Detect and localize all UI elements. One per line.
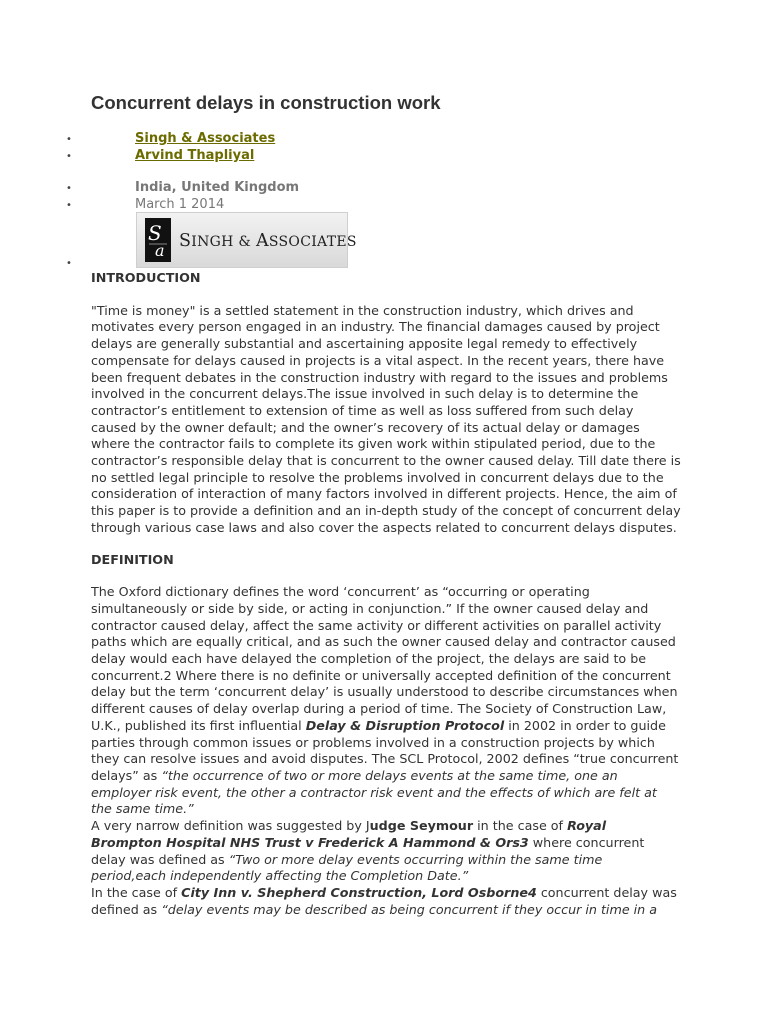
definition-paragraph-1: The Oxford dictionary defines the word ‘concurrent’ as “occurring or operating simultaneously or side by side, or acting in conjunction.” If the owner caused delay and contractor caused delay, affect the same activity or different activities on parallel activity paths which are equally critical, and as such the owner caused delay and contractor caused delay would each have delayed the completion of the project, the delays are said to be concurrent.2 Where there is no definite or universally accepted definition of the concurrent delay but the term ‘concurrent delay’ is usually understood to describe circumstances when different causes of delay overlap during a period of time. The Society of Construction Law, U.K., published its first influential Delay & Disruption Protocol in 2002 in order to guide parties through common issues or problems involved in a construction projects by which they can resolve issues and avoid disputes. The SCL Protocol, 2002 defines “true concurrent delays” as “the occurrence of two or more delays events at the same time, one an employer risk event, the other a contractor risk event and the effects of which are felt at the same time.” — [91, 584, 679, 817]
bullet — [66, 137, 72, 143]
svg-text:a: a — [155, 241, 165, 260]
page-title: Concurrent delays in construction work — [91, 92, 441, 113]
firm-logo — [136, 212, 357, 268]
bullet — [66, 261, 72, 267]
jurisdictions: India, United Kingdom — [135, 180, 300, 195]
bullet — [66, 154, 72, 160]
article-body — [91, 270, 681, 918]
bullet — [66, 203, 72, 209]
author-link-arvind-thapliyal[interactable]: Arvind Thapliyal — [135, 148, 255, 163]
section-heading-definition: DEFINITION — [91, 551, 174, 567]
firm-emblem-icon — [145, 218, 171, 262]
bullet — [66, 186, 72, 192]
definition-paragraph-3: In the case of City Inn v. Shepherd Construction, Lord Osborne4 concurrent delay was defined as “delay events may be described as being concurrent if they occur in time in a — [91, 884, 677, 917]
intro-paragraph: "Time is money" is a settled statement in the construction industry, which drives and motivates every person engaged in an industry. The financial damages caused by project delays are generally substantial and ascertaining apposite legal remedy to effectively compensate for delays caused in projects is a vital aspect. In the recent years, there have been frequent debates in the construction industry with regard to the issues and problems involved in the concurrent delays.The issue involved in such delay is to determine the contractor’s entitlement to extension of time as well as loss suffered from such delay caused by the owner default; and the owner’s recovery of its actual delay or damages where the contractor fails to complete its given work within stipulated period, due to the contractor’s responsible delay that is concurrent to the owner caused delay. Till date there is no settled legal principle to resolve the problems involved in concurrent delays due to the consideration of interaction of many factors involved in different projects. Hence, the aim of this paper is to provide a definition and an in-depth study of the concept of concurrent delay through various case laws and also cover the aspects related to concurrent delays disputes. — [91, 302, 681, 535]
logo-wordmark: SINGH & ASSOCIATES — [179, 231, 357, 251]
section-heading-introduction: INTRODUCTION — [91, 270, 201, 285]
author-link-singh-associates[interactable]: Singh & Associates — [135, 131, 276, 146]
svg-text:S: S — [148, 221, 162, 245]
definition-paragraph-2: A very narrow definition was suggested by Judge Seymour in the case of Royal Brompton Hospital NHS Trust v Frederick A Hammond & Ors3 where concurrent delay was defined as “Two or more delay events occurring within the same time period,each independently affecting the Completion Date.” — [91, 818, 645, 884]
publish-date: March 1 2014 — [135, 197, 225, 212]
